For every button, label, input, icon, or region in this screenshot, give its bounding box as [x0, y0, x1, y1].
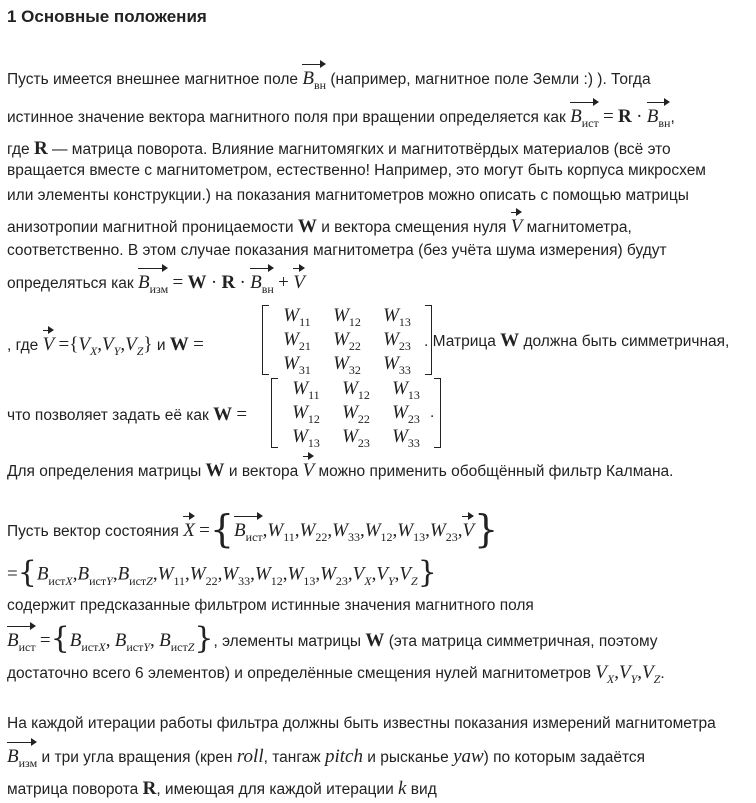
b: B [69, 630, 82, 651]
text: — матрица поворота. Влияние магнитомягких и магнитотвёрдых материалов (всё это [51, 141, 671, 158]
sub: 33 [238, 573, 251, 588]
sub: 22 [315, 530, 328, 545]
paragraph-line: соответственно. В этом случае показания магнитометра (без учёта шума измерения) будут [7, 242, 667, 259]
text: , [670, 109, 675, 126]
text: матрица поворота [7, 781, 139, 798]
w: W [267, 520, 284, 542]
sub: Z [187, 640, 195, 654]
v: V [595, 662, 607, 683]
b: B [159, 630, 171, 651]
b: B [36, 563, 49, 585]
k: k [398, 778, 407, 799]
math-op: , [315, 563, 321, 585]
math-op: , [359, 520, 365, 542]
sub: Y [387, 573, 395, 588]
paragraph-line: или элементы конструкции.) на показания магнитометров можно описать с помощью матрицы [7, 187, 689, 204]
math-op: { [17, 555, 37, 590]
math-op: = [172, 272, 184, 293]
text: ) по которым задаётся [483, 749, 646, 766]
text: (например, магнитное поле Земли :) ). Тогда [330, 71, 651, 88]
vector-b-vn: $B_{вн}$ [250, 266, 274, 294]
matrix-cell: $W_{21}$ [283, 329, 311, 353]
math-op: } [417, 555, 437, 590]
sub: 13 [413, 530, 426, 545]
sub: Y [143, 640, 151, 654]
paragraph-line [7, 138, 671, 160]
sub: Y [113, 344, 121, 358]
matrix-w: W [500, 330, 520, 351]
w: W [364, 520, 381, 542]
matrix-cell: $W_{23}$ [342, 426, 370, 450]
matrix-w: W [297, 216, 317, 237]
math-op: · [239, 272, 246, 293]
text: анизотропии магнитной проницаемости [7, 219, 294, 236]
math-op: = [7, 563, 18, 585]
v-x: V [78, 334, 90, 355]
math-op: = [39, 630, 51, 651]
section-heading: 1 Основные положения [7, 7, 207, 26]
v: V [352, 563, 365, 585]
math-op: = [58, 334, 70, 355]
math-op: , [371, 563, 377, 585]
pitch: pitch [324, 746, 363, 767]
paragraph-line [7, 100, 675, 128]
text: магнитометра, [526, 219, 632, 236]
matrix-w-general [262, 305, 432, 375]
matrix-cell: $W_{23}$ [383, 329, 411, 353]
paragraph-line [7, 555, 437, 593]
text: определяться как [7, 275, 134, 292]
vector-b-ist: $B_{ист}$ [7, 624, 36, 652]
matrix-cell: $W_{13}$ [383, 305, 411, 329]
math-op: , [425, 520, 430, 542]
matrix-cell: $W_{22}$ [333, 329, 361, 353]
matrix-cell: $W_{11}$ [292, 378, 320, 402]
sub: ист [126, 640, 144, 654]
w: W [299, 520, 316, 542]
roll: roll [236, 746, 264, 767]
math-op: , [457, 520, 463, 542]
text: где [7, 141, 30, 158]
w: W [287, 563, 304, 585]
math-op: , [217, 563, 223, 585]
matrix-cell: $W_{32}$ [333, 353, 361, 377]
matrix-cell: $W_{31}$ [283, 353, 311, 377]
sub: 12 [270, 573, 283, 588]
sub: X [364, 573, 372, 588]
sub: X [98, 640, 106, 654]
paragraph-line: содержит предсказанные фильтром истинные значения магнитного поля [7, 597, 534, 614]
matrix-cell: $W_{33}$ [392, 426, 420, 450]
paragraph-line [7, 62, 651, 90]
text: и три угла вращения (крен [41, 749, 233, 766]
math-op: , [294, 520, 300, 542]
sub: 23 [335, 573, 348, 588]
text: , имеющая для каждой итерации [156, 781, 394, 798]
math-op: { [209, 507, 235, 551]
sub: 11 [173, 573, 185, 588]
text: , элементы матрицы [213, 633, 362, 650]
paragraph-line [7, 621, 658, 659]
paragraph-line: вращается вместе с магнитометром, естественно! Например, это могут быть корпуса микросхем [7, 162, 706, 179]
yaw: yaw [453, 746, 484, 767]
w: W [157, 563, 174, 585]
w: W [222, 563, 239, 585]
vector-b-izm: $B_{изм}$ [7, 740, 37, 768]
math-op: = [193, 334, 204, 355]
math-op: + [278, 272, 289, 293]
text: , тангаж [263, 749, 321, 766]
v: V [642, 662, 654, 683]
v-y: V [102, 334, 114, 355]
text: Пусть вектор состояния [7, 523, 179, 541]
text: и вектора смещения нуля [321, 219, 507, 236]
paragraph-line [7, 778, 437, 800]
vector-x: X [183, 514, 195, 542]
paragraph-line [7, 740, 645, 768]
math-op: , [262, 520, 268, 542]
sub: 22 [205, 573, 218, 588]
paragraph-line [7, 266, 305, 294]
text: Пусть имеется внешнее магнитное поле [7, 71, 299, 88]
vector-b-ist: $B_{ист}$ [570, 100, 599, 128]
text: . [430, 404, 435, 421]
w: W [332, 520, 348, 542]
math-op: , [637, 662, 643, 683]
math-op: , [327, 520, 333, 542]
text: что позволяет задать её как [7, 407, 209, 424]
w: W [254, 563, 271, 585]
paragraph-line [7, 210, 632, 238]
vector-b-vn: $B_{вн}$ [302, 62, 326, 90]
vector-b-ist: $B_{ист}$ [234, 514, 263, 542]
matrix-cell: $W_{22}$ [342, 402, 370, 426]
text: (эта матрица симметричная, поэтому [388, 633, 658, 650]
v-z: V [125, 334, 137, 355]
math-op: , [250, 563, 255, 585]
math-op: = [603, 106, 614, 127]
sub: ист [48, 573, 66, 588]
sub: Z [411, 573, 418, 588]
v: V [376, 563, 388, 585]
vector-v: V [462, 514, 474, 542]
text: достаточно всего 6 элементов) и определённые смещения нулей магнитометров [7, 665, 591, 682]
text: и [156, 337, 166, 354]
sub: 23 [445, 530, 458, 545]
sub: Y [630, 672, 638, 686]
sub: ист [81, 640, 99, 654]
paragraph-line [7, 454, 674, 482]
vector-b-izm: $B_{изм}$ [138, 266, 168, 294]
matrix-cell: $W_{12}$ [342, 378, 370, 402]
w: W [397, 520, 414, 542]
math-op: , [394, 563, 400, 585]
v: V [618, 662, 631, 683]
math-op: , [347, 563, 353, 585]
sub: 11 [283, 530, 295, 545]
matrix-r: R [33, 138, 48, 159]
matrix-w: W [365, 630, 385, 651]
matrix-cell: $W_{13}$ [392, 378, 420, 402]
matrix-cell: $W_{12}$ [333, 305, 361, 329]
math-op: } [474, 507, 499, 551]
vector-v: V [293, 266, 305, 294]
v: V [399, 563, 411, 585]
math-op: } [143, 334, 153, 355]
matrix-cell: $W_{11}$ [283, 305, 311, 329]
b: B [117, 563, 130, 585]
sub: 13 [303, 573, 316, 588]
matrix-r: R [618, 106, 632, 127]
vector-v: V [511, 210, 523, 238]
math-op: · [210, 272, 218, 293]
math-op: , [614, 662, 619, 683]
math-op: , [97, 334, 103, 355]
math-op: = [236, 404, 248, 425]
sub: X [65, 573, 73, 588]
matrix-r: R [142, 778, 157, 799]
paragraph-line [7, 328, 204, 356]
math-op: , [392, 520, 398, 542]
text: вид [410, 781, 437, 798]
math-op: , [112, 563, 118, 585]
sub: Z [146, 573, 153, 588]
math-op: · [636, 106, 643, 127]
sub: ист [170, 640, 188, 654]
vector-b-vn: $B_{вн}$ [647, 100, 671, 128]
math-op: { [69, 334, 79, 355]
w: W [189, 563, 206, 585]
b: B [114, 630, 127, 651]
matrix-w: W [205, 460, 225, 481]
sub: 12 [380, 530, 393, 545]
math-op: , [105, 630, 111, 651]
vector-v: V [303, 454, 315, 482]
text: Для определения матрицы [7, 463, 202, 480]
w: W [320, 563, 336, 585]
matrix-w: W [213, 404, 233, 425]
math-op: , [185, 563, 190, 585]
paragraph-line [424, 330, 729, 352]
math-op: = [199, 520, 210, 542]
math-op: , [152, 563, 158, 585]
matrix-w-symmetric [271, 378, 441, 448]
sub: Y [106, 573, 113, 588]
text: истинное значение вектора магнитного поля при вращении определяется как [7, 109, 566, 126]
matrix-cell: $W_{12}$ [292, 402, 320, 426]
text: и рысканье [367, 749, 449, 766]
text: . Матрица [424, 333, 496, 350]
paragraph-line [7, 404, 247, 426]
paragraph-line [7, 507, 499, 554]
matrix-cell: $W_{23}$ [392, 402, 420, 426]
math-op: , [150, 630, 155, 651]
b: B [77, 563, 90, 585]
math-op: { [50, 621, 70, 657]
matrix-cell: $W_{13}$ [292, 426, 320, 450]
math-op: , [72, 563, 78, 585]
vector-v: V [43, 328, 55, 356]
math-op: , [120, 334, 126, 355]
math-op: , [282, 563, 288, 585]
sub: ист [89, 573, 107, 588]
text: , где [7, 337, 39, 354]
text: и вектора [228, 463, 299, 480]
paragraph-line: достаточно всего 6 элементов) и определённые смещения нулей магнитометров $V_X,V_Y,V_Z$. [7, 662, 665, 686]
text: должна быть симметричная, [523, 333, 730, 350]
sub: 33 [347, 530, 360, 545]
sub: Z [136, 344, 144, 358]
sub: X [606, 672, 615, 686]
paragraph-line: На каждой итерации работы фильтра должны быть известны показания измерений магнитометра [7, 715, 716, 732]
text: можно применить обобщённый фильтр Калмана. [318, 463, 674, 480]
matrix-cell: $W_{33}$ [383, 353, 411, 377]
matrix-w: W [187, 272, 207, 293]
w: W [429, 520, 446, 542]
matrix-r: R [221, 272, 236, 293]
math-op: } [194, 621, 214, 657]
sub: ист [129, 573, 147, 588]
sub: Z [653, 672, 661, 686]
sub: X [89, 344, 98, 358]
matrix-w: W [169, 334, 189, 355]
